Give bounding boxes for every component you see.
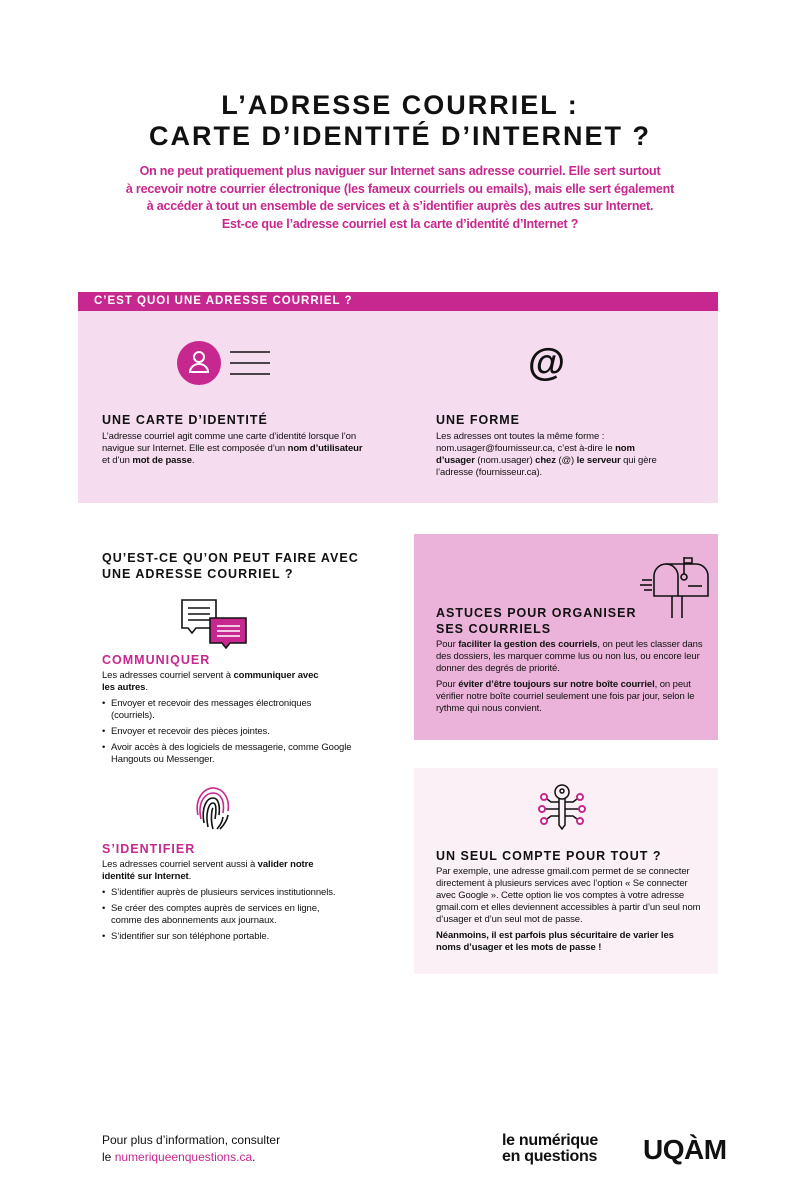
bold-text: éviter d’être toujours sur notre boîte courriel	[458, 679, 655, 690]
tips-paragraph-2	[436, 679, 706, 715]
communicate-text	[102, 670, 322, 694]
chat-bubbles-icon	[180, 598, 250, 652]
bold-text: nom d’usager	[436, 443, 635, 466]
identity-heading: UNE CARTE D’IDENTITÉ	[102, 413, 268, 427]
text: .	[252, 1150, 256, 1164]
title-line: CARTE D’IDENTITÉ D’INTERNET ?	[149, 121, 651, 151]
identify-text	[102, 859, 332, 883]
communicate-block	[102, 652, 352, 770]
text: , on peut vérifier notre boîte courriel seulement une fois par jour, selon le rythme qui nous convient.	[436, 679, 695, 714]
person-card-icon	[176, 340, 272, 386]
single-account-text: Par exemple, une adresse gmail.com permet de se connecter directement à plusieurs services avec l’option « Se connecter avec Google ». Cette option lie vos comptes à votre adresse gmail.com et elles deviennent accessibles à partir d’un seul nom d’usager et d’un seul mot de passe.	[436, 866, 701, 925]
text: , on peut les classer dans des dossiers, les marquer comme lus ou non lus, ou encore leur donner des degrés de priorité.	[436, 639, 703, 674]
list-item: • Envoyer et recevoir des messages électroniques (courriels).	[102, 698, 352, 722]
logo-line: le numérique	[502, 1132, 598, 1149]
bold-text: chez	[535, 455, 556, 466]
identify-list	[102, 887, 352, 943]
text: (nom.usager)	[474, 455, 536, 466]
intro-line: à recevoir notre courrier électronique (les fameux courriels ou emails), mais elle sert également	[125, 181, 675, 196]
text: Les adresses courriel servent à	[102, 670, 234, 681]
list-item: • S’identifier sur son téléphone portable.	[102, 931, 352, 943]
bold-text: le serveur	[576, 455, 621, 466]
uqam-logo: UQÀM	[643, 1134, 727, 1165]
list-item: • Avoir accès à des logiciels de messagerie, comme Google Hangouts ou Messenger.	[102, 742, 352, 766]
communicate-list	[102, 698, 352, 766]
page-title	[0, 90, 800, 152]
text: le	[102, 1150, 115, 1164]
footer-info	[102, 1132, 280, 1166]
tips-paragraph-1	[436, 639, 706, 675]
tips-heading: ASTUCES POUR ORGANISER SES COURRIELS	[436, 606, 637, 636]
identity-text	[102, 431, 372, 467]
logo-line: en questions	[502, 1148, 598, 1165]
intro-line: Est-ce que l’adresse courriel est la carte d’identité d’Internet ?	[221, 216, 579, 231]
key-network-icon	[537, 784, 587, 830]
bold-text: faciliter la gestion des courriels	[458, 639, 598, 650]
form-text	[436, 431, 661, 479]
intro-line: à accéder à tout un ensemble de services et à s’identifier auprès des autres sur Internet.	[146, 199, 654, 213]
title-line: L’ADRESSE COURRIEL :	[221, 90, 579, 120]
bold-text: nom d’utilisateur	[287, 443, 363, 454]
at-sign-icon: @	[528, 342, 566, 384]
numerique-logo	[502, 1133, 598, 1165]
text: (@)	[555, 455, 577, 466]
text: .	[191, 455, 195, 466]
form-block	[436, 412, 661, 483]
text: L’adresse courriel agit comme une carte d’identité lorsque l’on navigue sur Internet. Elle est composée d’un	[102, 431, 357, 454]
list-item: • Envoyer et recevoir des pièces jointes.	[102, 726, 352, 738]
intro-line: On ne peut pratiquement plus naviguer sur Internet sans adresse courriel. Elle sert surtout	[139, 164, 661, 178]
bold-text: mot de passe	[132, 455, 192, 466]
what-heading: QU’EST-CE QU’ON PEUT FAIRE AVEC UNE ADRESSE COURRIEL ?	[102, 551, 359, 581]
identity-block	[102, 412, 372, 471]
footer-line	[102, 1149, 280, 1166]
identify-heading: S’IDENTIFIER	[102, 842, 196, 856]
identify-block	[102, 841, 352, 947]
text: .	[188, 871, 192, 882]
text: .	[145, 682, 148, 693]
text: Les adresses ont toutes la même forme : nom.usager@fournisseur.ca, c’est à-dire le	[436, 431, 616, 454]
bold-text: communiquer avec les autres	[102, 670, 319, 693]
single-account-warning: Néanmoins, il est parfois plus sécuritaire de varier les noms d’usager et les mots de passe !	[436, 930, 674, 953]
tips-block	[436, 605, 706, 719]
single-account-heading: UN SEUL COMPTE POUR TOUT ?	[436, 849, 662, 863]
text: qui gère l’adresse (fournisseur.ca).	[436, 455, 657, 478]
list-item: • Se créer des comptes auprès de services en ligne, comme des abonnements aux journaux.	[102, 903, 352, 927]
form-heading: UNE FORME	[436, 413, 520, 427]
bold-text: valider notre identité sur Internet	[102, 859, 314, 882]
intro-text	[60, 163, 740, 233]
text: Pour	[436, 679, 459, 690]
text: Les adresses courriel servent aussi à	[102, 859, 258, 870]
section-banner: C’EST QUOI UNE ADRESSE COURRIEL ?	[78, 292, 718, 311]
fingerprint-icon	[192, 785, 232, 831]
text: Pour	[436, 639, 459, 650]
website-link[interactable]: numeriqueenquestions.ca	[114, 1150, 253, 1164]
footer-line: Pour plus d’information, consulter	[102, 1133, 281, 1147]
communicate-heading: COMMUNIQUER	[102, 653, 211, 667]
single-account-block	[436, 848, 706, 958]
text: et d’un	[102, 455, 133, 466]
list-item: • S’identifier auprès de plusieurs services institutionnels.	[102, 887, 352, 899]
